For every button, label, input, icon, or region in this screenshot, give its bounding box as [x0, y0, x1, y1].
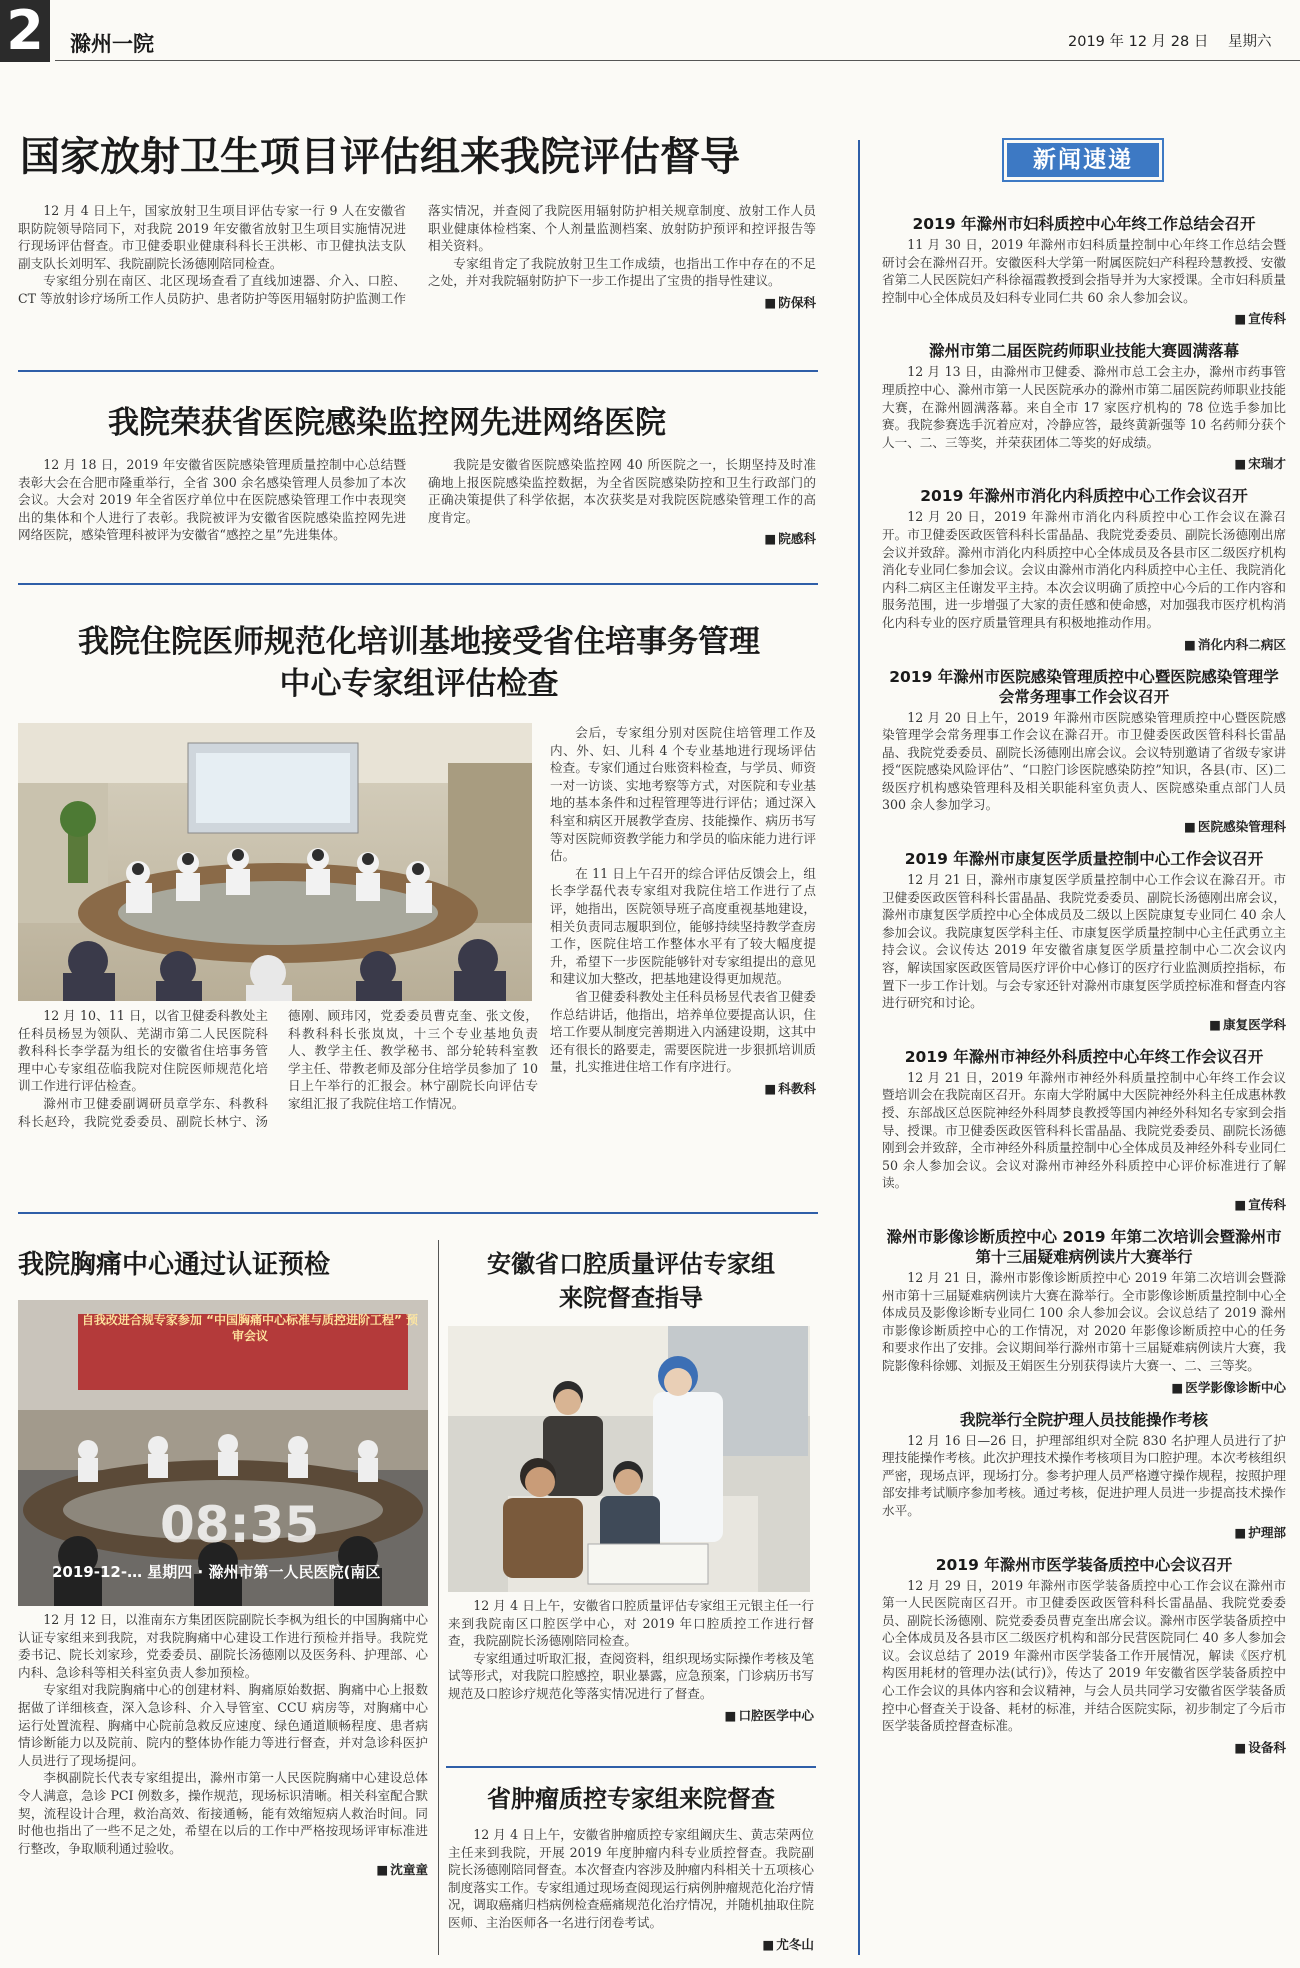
news-item-signature: ■ 护理部	[882, 1522, 1286, 1541]
news-item-signature: ■ 医院感染管理科	[882, 816, 1286, 835]
news-item-title: 2019 年滁州市消化内科质控中心工作会议召开	[920, 487, 1248, 506]
article-title-line-2: 来院督查指导	[559, 1283, 703, 1312]
news-item-title: 我院举行全院护理人员技能操作考核	[959, 1410, 1208, 1429]
paragraph: 12 月 12 日，以淮南东方集团医院副院长李枫为组长的中国胸痛中心认证专家组来到我院，对我院胸痛中心建设工作进行预检并指导。我院党委书记、院长刘家珍，党委委员、副院长汤德刚以及医务科、护理部、心内科、急诊科等相关科室负责人参加预检。	[18, 1612, 428, 1680]
news-item-signature: ■ 宋瑞才	[882, 453, 1286, 472]
article-signature: ■ 沈童童	[18, 1859, 428, 1878]
news-item-body: 12 月 21 日，滁州市影像诊断质控中心 2019 年第二次培训会暨滁州市第十三届疑难病例读片大赛在滁举行。全市影像诊断质量控制中心全体成员及影像诊断专业同仁 100 余人参加会议。会议总结了 2019 滁州市影像诊断质控中心的工作情况，对 2020 年影像诊断质控中心的任务和要求作出了安排。会议期间举行滁州市第十三届疑难病例读片大赛，我院影像科徐娜、刘振及王娟医生分别获得读片大赛一、二、三等奖。	[882, 1269, 1286, 1373]
news-item-body: 12 月 21 日，滁州市康复医学质量控制中心工作会议在滁召开。市卫健委医政医管科科长雷晶晶、我院党委委员、副院长汤德刚出席会议，滁州市康复医学质控中心全体成员及二级以上医院康复专业同仁 40 余人参加会议。我院康复医学科主任、市康复医学质量控制中心主任武勇立主持会议。会议传达 2019 年安徽省康复医学质量控制中心二次会议内容，解读国家医政医管局医疗评价中心修订的医疗行业监测质控指标，布置下一步工作计划。与会专家还针对滁州市康复医学质控标准和督查内容进行研究和讨论。	[882, 872, 1286, 1011]
paragraph: 我院是安徽省医院感染监控网 40 所医院之一，长期坚持及时准确地上报医院感染监控数据，为全省医院感染防控和卫生行政部门的正确决策提供了科学依据，本次获奖是对我院医院感染管理工作的高度肯定。	[428, 457, 816, 525]
section-name: 滁州一院	[70, 32, 154, 56]
news-item-signature: ■ 消化内科二病区	[882, 634, 1286, 653]
photo-caption: 2019-12-… 星期四 · 滁州市第一人民医院(南区	[52, 1563, 381, 1581]
news-item	[882, 1227, 1286, 1396]
news-item-body: 12 月 16 日—26 日，护理部组织对全院 830 名护理人员进行了护理技能操作考核。此次护理技术操作考核项目为口腔护理。本次考核组织严密，现场点评，现场打分。参考护理人员严格遵守操作规程，按照护理部安排考试顺序参加考核。通过考核，促进护理人员进一步提高技术操作水平。	[882, 1432, 1286, 1518]
column-divider	[438, 1240, 439, 1955]
news-header: 新闻速递	[1007, 143, 1159, 177]
news-item	[882, 214, 1286, 327]
article-title: 我院胸痛中心通过认证预检	[18, 1250, 331, 1280]
article-body	[448, 1597, 814, 1724]
news-item-body: 12 月 29 日，2019 年滁州市医学装备质控中心工作会议在滁州市第一人民医院南区召开。市卫健委医政医管科科长雷晶晶、我院党委委员、副院长汤德刚、院党委委员曹克奎出席会议。滁州市医学装备质控中心全体成员及各县市区二级医疗机构和部分民营医院同仁 40 多人参加会议。会议总结了 2019 年滁州市医学装备工作开展情况，解读《医疗机构医用耗材的管理办法(试行)》，传达了 2019 年安徽省医学装备质控中心工作会议的具体内容和会议精神，与会人员共同学习安徽省医学装备质控中心督查关于设备、耗材的标准，并结合医院实际，初步制定了今后市医学装备质控督查标准。	[882, 1577, 1286, 1734]
news-item-body: 12 月 21 日，2019 年滁州市神经外科质量控制中心年终工作会议暨培训会在我院南区召开。东南大学附属中大医院神经外科主任成惠林教授、东部战区总医院神经外科周梦良教授等国内神经外科知名专家到会指导、授课。市卫健委医政医管科科长雷晶晶、我院党委委员、副院长汤德刚到会并致辞，全市神经外科质量控制中心全体成员及神经外科专业同仁 50 余人参加会议。会议对滁州市神经外科质控中心评价标准进行了解读。	[882, 1069, 1286, 1191]
article-signature: ■ 尤冬山	[448, 1934, 814, 1953]
news-item	[882, 486, 1286, 652]
article-signature: ■ 科教科	[550, 1078, 816, 1097]
news-header-frame	[1002, 138, 1164, 182]
issue-date: 2019 年 12 月 28 日	[1068, 34, 1209, 50]
paragraph: 12 月 4 日上午，安徽省肿瘤质控专家组阚庆生、黄志荣两位主任来到我院，开展 2019 年度肿瘤内科专业质控督查。我院副院长汤德刚陪同督查。本次督查内容涉及肿瘤内科相关十五项核心制度落实工作。专家组通过现场查阅现运行病例肿瘤规范化治疗情况，调取癌痛归档病例检查癌痛规范化治疗情况，并随机抽取住院医师、主治医师各一名进行闭卷考试。	[448, 1827, 814, 1930]
news-item	[882, 1410, 1286, 1541]
meeting-photo-icon	[18, 723, 532, 1001]
paragraph: 12 月 4 日上午，国家放射卫生项目评估专家一行 9 人在安徽省职防院领导陪同下，对我院 2019 年安徽省放射卫生项目实施情况进行现场评估督查。市卫健委职业健康科科长王洪彬、市卫健执法支队副支队长刘明军、我院副院长汤德刚陪同检查。	[18, 203, 406, 271]
page-number-box: 2	[0, 0, 50, 62]
paragraph: 12 月 10、11 日，以省卫健委科教处主任科员杨昱为领队、芜湖市第二人民医院科教科科长李学磊为组长的安徽省住培事务管理中心专家组莅临我院对住院医师规范化培训工作进行评估检查。	[18, 1008, 268, 1094]
news-item-signature: ■ 宣传科	[882, 308, 1286, 327]
article-title-line-1: 我院住院医师规范化培训基地接受省住培事务管理	[78, 624, 760, 660]
article-signature: ■ 防保科	[428, 292, 816, 311]
news-item-signature: ■ 医学影像诊断中心	[882, 1377, 1286, 1396]
news-item-title: 滁州市第二届医院药师职业技能大赛圆满落幕	[928, 342, 1239, 361]
masthead-rule	[55, 60, 1300, 61]
news-item	[882, 1047, 1286, 1213]
article-body	[18, 1611, 428, 1878]
paragraph: 12 月 18 日，2019 年安徽省医院感染管理质量控制中心总结暨表彰大会在合肥市隆重举行，全省 300 余名感染管理人员参加了本次会议。大会对 2019 年全省医疗单位中在医院感染管理工作中表现突出的集体和个人进行了表彰。我院被评为安徽省医院感染监控网先进网络医院，感染管理科被评为安徽省“感控之星”先进集体。	[18, 457, 406, 543]
news-item	[882, 667, 1286, 836]
issue-weekday: 星期六	[1228, 34, 1272, 50]
news-item-signature: ■ 康复医学科	[882, 1014, 1286, 1033]
news-item-title: 2019 年滁州市神经外科质控中心年终工作会议召开	[904, 1047, 1264, 1066]
article-body-right	[550, 724, 816, 1097]
paragraph: 在 11 日上午召开的综合评估反馈会上，组长李学磊代表专家组对我院住培工作进行了点评，她指出，医院领导班子高度重视基地建设，相关负责同志履职到位，能够持续坚持教学查房工作，医院住培工作整体水平有了较大幅度提升，希望下一步医院能够针对专家组提出的意见和建议加大整改，把基地建设得更加规范。	[550, 865, 816, 987]
news-item	[882, 341, 1286, 472]
paragraph: 滁州市卫健委副调研员章学东、科教科科长赵玲，我院党委委员、副院长林宁、汤德刚、顾玮冈，党委委员曹克奎、张文俊，科教科科长张岚岚，十三个专业基地负责人、教学主任、教学秘书、部分轮转科室教学主任、带教老师及部分住培学员参加了 10 日上午举行的汇报会。林宁副院长向评估专家组汇报了我院住培工作情况。	[18, 1008, 538, 1129]
news-item-title: 2019 年滁州市医院感染管理质控中心暨医院感染管理学会常务理事工作会议召开	[889, 667, 1279, 706]
news-item-signature: ■ 宣传科	[882, 1194, 1286, 1213]
news-item-signature: ■ 设备科	[882, 1737, 1286, 1756]
article-title-line-1: 安徽省口腔质量评估专家组	[487, 1249, 775, 1278]
section-divider	[18, 583, 818, 585]
news-item-title: 2019 年滁州市医学装备质控中心会议召开	[935, 1555, 1233, 1574]
news-list	[882, 214, 1286, 1770]
paragraph: 专家组分别在南区、北区现场查看了直线加速器、介入、口腔、CT 等放射诊疗场所工作人员防护、患者防护等医用辐射防护监测工作落实情况，并查阅了我院医用辐射防护相关规章制度、放射工作人员职业健康体检档案、个人剂量监测档案、放射防护预评和控评报告等相关资料。	[18, 203, 816, 306]
news-item-title: 滁州市影像诊断质控中心 2019 年第二次培训会暨滁州市第十三届疑难病例读片大赛举行	[886, 1227, 1282, 1266]
paragraph: 12 月 4 日上午，安徽省口腔质量评估专家组王元银主任一行来到我院南区口腔医学中心，对 2019 年口腔质控工作进行督查，我院副院长汤德刚陪同检查。	[448, 1598, 814, 1649]
photo-timestamp: 08:35	[160, 1496, 320, 1554]
article-title-line-2: 中心专家组评估检查	[279, 666, 559, 702]
article-title: 省肿瘤质控专家组来院督查	[487, 1784, 775, 1813]
paragraph: 专家组对我院胸痛中心的创建材料、胸痛原始数据、胸痛中心上报数据做了详细核查，深入急诊科、介入导管室、CCU 病房等，对胸痛中心运行处置流程、胸痛中心院前急救反应速度、绿色通道顺畅程度、患者病情诊断能力以及院前、院内的整体协作能力等进行督查，并对急诊科医护人员进行了现场提问。	[18, 1682, 428, 1768]
article-body-lower	[18, 1007, 538, 1177]
section-divider	[18, 1212, 818, 1214]
dental-inspection-photo-icon	[448, 1326, 810, 1592]
paragraph: 李枫副院长代表专家组提出，滁州市第一人民医院胸痛中心建设总体令人满意，急诊 PCI 例数多，操作规范，现场标识清晰。相关科室配合默契，流程设计合理，救治高效、衔接通畅，能有效缩短病人救治时间。同时他也指出了一些不足之处，希望在以后的工作中严格按现场评审标准进行整改，争取顺利通过验收。	[18, 1770, 428, 1856]
news-item	[882, 1555, 1286, 1756]
news-item-body: 11 月 30 日，2019 年滁州市妇科质量控制中心年终工作总结会暨研讨会在滁州召开。安徽医科大学第一附属医院妇产科程玲慧教授、安徽省第二人民医院妇产科徐福霞教授到会指导并为大家授课。全市妇科质量控制中心全体成员及妇科专业同仁共 60 余人参加会议。	[882, 237, 1286, 305]
section-divider	[446, 1766, 816, 1768]
article-body	[18, 456, 816, 552]
paragraph: 专家组通过听取汇报，查阅资料，组织现场实际操作考核及笔试等形式，对我院口腔感控，职业暴露，应急预案，门诊病历书写规范及口腔诊疗规范化等落实情况进行了督查。	[448, 1650, 814, 1701]
paragraph: 会后，专家组分别对医院住培管理工作及内、外、妇、儿科 4 个专业基地进行现场评估检查。专家们通过台账资料检查，与学员、师资一对一访谈、实地考察等方式，对医院和专业基地的基本条件和过程管理等进行评估；通过深入科室和病区开展教学查房、技能操作、病历书写等对医院师资教学能力和学员的临床能力进行评估。	[550, 725, 816, 864]
article-signature: ■ 口腔医学中心	[448, 1705, 814, 1724]
paragraph: 专家组肯定了我院放射卫生工作成绩，也指出工作中存在的不足之处，并对我院辐射防护下一步工作提出了宝贵的指导性建议。	[428, 255, 816, 289]
article-body	[448, 1826, 814, 1953]
paragraph: 省卫健委科教处主任科员杨昱代表省卫健委作总结讲话，他指出，培养单位要提高认识，住培工作要从制度完善期进入内涵建设期，这其中还有很长的路要走，需要医院进一步狠抓培训质量，扎实推进住培工作有序进行。	[550, 988, 816, 1075]
section-divider	[18, 370, 818, 372]
news-item-body: 12 月 20 日上午，2019 年滁州市医院感染管理质控中心暨医院感染管理学会常务理事工作会议在滁召开。市卫健委医政医管科科长雷晶晶、我院党委委员、副院长汤德刚出席会议。会议特别邀请了省级专家讲授“医院感染风险评估”、“口腔门诊医院感染防控”知识，各县(市、区)二级医疗机构感染管理科及相关职能科室负责人、医院感染重点部门人员 300 余人参加学习。	[882, 709, 1286, 813]
photo-banner-text: 自我改进合规专家参加 “中国胸痛中心标准与质控进阶工程” 预审会议	[81, 1313, 419, 1343]
news-item-title: 2019 年滁州市康复医学质量控制中心工作会议召开	[904, 850, 1264, 869]
news-item-body: 12 月 13 日，由滁州市卫健委、滁州市总工会主办，滁州市药事管理质控中心、滁州市第一人民医院承办的滁州市第二届医院药师职业技能大赛，在滁州圆满落幕。来自全市 17 家医疗机构的 78 位选手参加比赛。我院参赛选手沉着应对，冷静应答，最终黄新强等 10 名药师分获个人一、二、三等奖，并荣获团体二等奖的好成绩。	[882, 364, 1286, 450]
news-item-title: 2019 年滁州市妇科质控中心年终工作总结会召开	[912, 215, 1256, 233]
news-item	[882, 849, 1286, 1033]
news-item-body: 12 月 20 日，2019 年滁州市消化内科质控中心工作会议在滁召开。市卫健委医政医管科科长雷晶晶、我院党委委员、副院长汤德刚出席会议并致辞。滁州市消化内科质控中心全体成员及各县市区二级医疗机构消化专业同仁参加会议。会议由滁州市消化内科质控中心主任、我院消化内科二病区主任谢发平主持。本次会议明确了质控中心今后的工作内容和服务范围，进一步增强了大家的责任感和使命感，对加强我市医疗机构消化内科专业的医疗质量管理具有积极地推动作用。	[882, 509, 1286, 630]
article-title: 我院荣获省医院感染监控网先进网络医院	[108, 405, 666, 441]
article-body	[18, 202, 816, 332]
article-title: 国家放射卫生项目评估组来我院评估督导	[20, 133, 740, 180]
news-column-divider	[858, 140, 860, 1955]
article-signature: ■ 院感科	[428, 528, 816, 547]
